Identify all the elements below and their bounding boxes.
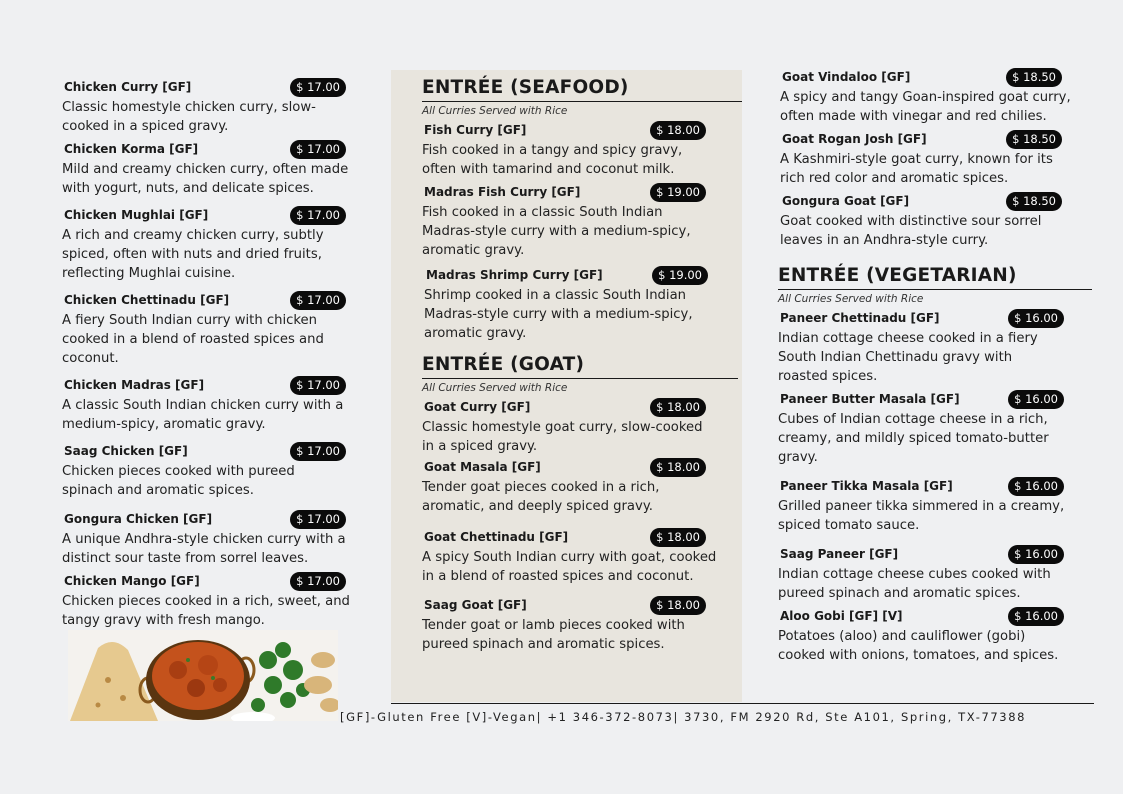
price-badge: $ 18.00 <box>650 528 706 547</box>
item-description: Classic homestyle chicken curry, slow-cooked in a spiced gravy. <box>62 100 316 134</box>
item-description: Grilled paneer tikka simmered in a creamy, spiced tomato sauce. <box>778 499 1065 533</box>
menu-item <box>62 76 352 136</box>
item-description: Cubes of Indian cottage cheese in a rich, creamy, and mildly spiced tomato-butter gravy. <box>778 412 1049 465</box>
section-divider <box>422 101 742 102</box>
item-description: Goat cooked with distinctive sour sorrel leaves in an Andhra-style curry. <box>780 214 1042 248</box>
price-badge: $ 16.00 <box>1008 607 1064 626</box>
price-badge: $ 17.00 <box>290 291 346 310</box>
item-name: Gongura Goat [GF] <box>782 194 910 208</box>
item-description: Tender goat pieces cooked in a rich, aromatic, and deeply spiced gravy. <box>422 480 660 514</box>
section-vegetarian <box>778 264 1094 665</box>
item-name: Chicken Chettinadu [GF] <box>64 293 230 307</box>
menu-item <box>780 128 1094 188</box>
menu-item <box>422 181 722 260</box>
item-description: A Kashmiri-style goat curry, known for its rich red color and aromatic spices. <box>780 152 1053 186</box>
item-name: Aloo Gobi [GF] [V] <box>780 609 903 623</box>
menu-item <box>62 508 352 568</box>
item-description: Indian cottage cheese cooked in a fiery South Indian Chettinadu gravy with roasted spices. <box>778 331 1038 384</box>
menu-item <box>422 396 722 456</box>
item-name: Chicken Curry [GF] <box>64 80 192 94</box>
menu-item <box>422 119 722 179</box>
menu-item <box>778 388 1094 467</box>
item-description: Classic homestyle goat curry, slow-cooked in a spiced gravy. <box>422 420 703 454</box>
item-description: Potatoes (aloo) and cauliflower (gobi) cooked with onions, tomatoes, and spices. <box>778 629 1059 663</box>
menu-item <box>62 204 352 283</box>
menu-item <box>62 570 352 630</box>
section-seafood <box>422 76 722 343</box>
menu-item <box>424 264 722 343</box>
item-name: Goat Chettinadu [GF] <box>424 530 569 544</box>
price-badge: $ 17.00 <box>290 442 346 461</box>
item-description: A spicy South Indian curry with goat, cooked in a blend of roasted spices and coconut. <box>422 550 717 584</box>
item-name: Saag Goat [GF] <box>424 598 527 612</box>
item-description: Mild and creamy chicken curry, often made with yogurt, nuts, and delicate spices. <box>62 162 349 196</box>
price-badge: $ 17.00 <box>290 572 346 591</box>
item-name: Chicken Mughlai [GF] <box>64 208 209 222</box>
item-name: Chicken Korma [GF] <box>64 142 199 156</box>
item-name: Saag Chicken [GF] <box>64 444 188 458</box>
price-badge: $ 18.50 <box>1006 192 1062 211</box>
item-name: Paneer Tikka Masala [GF] <box>780 479 953 493</box>
menu-item <box>422 526 722 586</box>
price-badge: $ 18.00 <box>650 398 706 417</box>
item-description: A spicy and tangy Goan-inspired goat curry, often made with vinegar and red chilies. <box>780 90 1071 124</box>
item-name: Paneer Chettinadu [GF] <box>780 311 940 325</box>
item-name: Madras Fish Curry [GF] <box>424 185 581 199</box>
price-badge: $ 17.00 <box>290 376 346 395</box>
chicken-column <box>62 76 352 630</box>
item-name: Gongura Chicken [GF] <box>64 512 213 526</box>
price-badge: $ 19.00 <box>652 266 708 285</box>
menu-item <box>778 307 1094 386</box>
section-goat <box>422 353 722 654</box>
footer-info: [GF]-Gluten Free [V]-Vegan| +1 346-372-8073| 3730, FM 2920 Rd, Ste A101, Spring, TX-77388 <box>340 710 1027 724</box>
item-description: Fish cooked in a classic South Indian Madras-style curry with a medium-spicy, aromatic gravy. <box>422 205 691 258</box>
goat-vegetarian-column <box>778 66 1094 665</box>
menu-item <box>422 594 722 654</box>
section-goat-continued <box>778 66 1094 250</box>
menu-item <box>62 289 352 368</box>
item-name: Saag Paneer [GF] <box>780 547 899 561</box>
price-badge: $ 17.00 <box>290 78 346 97</box>
item-description: A unique Andhra-style chicken curry with a distinct sour taste from sorrel leaves. <box>62 532 346 566</box>
section-title: ENTRÉE (GOAT) <box>422 354 585 375</box>
price-badge: $ 18.00 <box>650 458 706 477</box>
item-description: Shrimp cooked in a classic South Indian Madras-style curry with a medium-spicy, aromatic gravy. <box>424 288 693 341</box>
item-name: Goat Masala [GF] <box>424 460 541 474</box>
price-badge: $ 18.50 <box>1006 130 1062 149</box>
menu-item <box>62 440 352 500</box>
menu-item <box>778 605 1094 665</box>
price-badge: $ 19.00 <box>650 183 706 202</box>
item-description: Indian cottage cheese cubes cooked with pureed spinach and aromatic spices. <box>778 567 1051 601</box>
section-subtitle: All Curries Served with Rice <box>778 293 924 305</box>
item-name: Madras Shrimp Curry [GF] <box>426 268 603 282</box>
item-name: Goat Rogan Josh [GF] <box>782 132 927 146</box>
section-subtitle: All Curries Served with Rice <box>422 382 568 394</box>
item-name: Paneer Butter Masala [GF] <box>780 392 960 406</box>
section-divider <box>778 289 1092 290</box>
food-photo <box>68 630 338 721</box>
price-badge: $ 18.00 <box>650 121 706 140</box>
section-divider <box>422 378 738 379</box>
item-description: Chicken pieces cooked in a rich, sweet, and tangy gravy with fresh mango. <box>62 594 350 628</box>
seafood-goat-column <box>422 76 722 654</box>
price-badge: $ 16.00 <box>1008 309 1064 328</box>
price-badge: $ 18.00 <box>650 596 706 615</box>
item-description: Tender goat or lamb pieces cooked with pureed spinach and aromatic spices. <box>422 618 685 652</box>
menu-item <box>778 475 1094 535</box>
price-badge: $ 17.00 <box>290 140 346 159</box>
item-name: Chicken Madras [GF] <box>64 378 205 392</box>
item-description: A classic South Indian chicken curry with a medium-spicy, aromatic gravy. <box>62 398 344 432</box>
item-name: Fish Curry [GF] <box>424 123 527 137</box>
menu-item <box>778 543 1094 603</box>
footer-divider <box>391 703 1094 704</box>
item-name: Chicken Mango [GF] <box>64 574 200 588</box>
menu-item <box>422 456 722 516</box>
item-description: A rich and creamy chicken curry, subtly spiced, often with nuts and dried fruits, reflecting Mughlai cuisine. <box>62 228 324 281</box>
menu-item <box>780 66 1094 126</box>
menu-item <box>62 374 352 434</box>
section-title: ENTRÉE (SEAFOOD) <box>422 77 629 98</box>
menu-item <box>780 190 1094 250</box>
section-title: ENTRÉE (VEGETARIAN) <box>778 265 1017 286</box>
price-badge: $ 17.00 <box>290 510 346 529</box>
item-description: A fiery South Indian curry with chicken cooked in a blend of roasted spices and coconut. <box>62 313 324 366</box>
price-badge: $ 16.00 <box>1008 545 1064 564</box>
price-badge: $ 17.00 <box>290 206 346 225</box>
item-name: Goat Curry [GF] <box>424 400 531 414</box>
menu-item <box>62 138 352 198</box>
curry-dish-illustration <box>68 630 338 721</box>
price-badge: $ 18.50 <box>1006 68 1062 87</box>
price-badge: $ 16.00 <box>1008 390 1064 409</box>
section-subtitle: All Curries Served with Rice <box>422 105 568 117</box>
item-description: Fish cooked in a tangy and spicy gravy, often with tamarind and coconut milk. <box>422 143 683 177</box>
item-name: Goat Vindaloo [GF] <box>782 70 911 84</box>
item-description: Chicken pieces cooked with pureed spinach and aromatic spices. <box>62 464 295 498</box>
price-badge: $ 16.00 <box>1008 477 1064 496</box>
